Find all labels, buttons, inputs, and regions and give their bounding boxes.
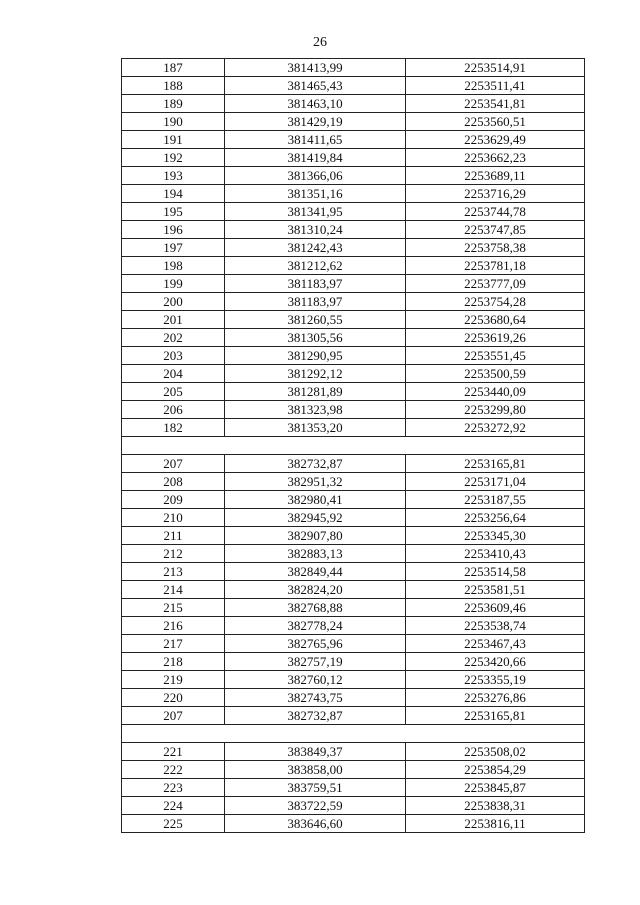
y-coordinate-cell: 2253744,78: [406, 203, 585, 221]
point-number-cell: 199: [122, 275, 225, 293]
x-coordinate-cell: 382757,19: [225, 653, 406, 671]
y-coordinate-cell: 2253777,09: [406, 275, 585, 293]
y-coordinate-cell: 2253581,51: [406, 581, 585, 599]
x-coordinate-cell: 381465,43: [225, 77, 406, 95]
point-number-cell: 198: [122, 257, 225, 275]
y-coordinate-cell: 2253299,80: [406, 401, 585, 419]
point-number-cell: 187: [122, 59, 225, 77]
table-row: [122, 221, 585, 239]
table-row: [122, 581, 585, 599]
point-number-cell: 204: [122, 365, 225, 383]
x-coordinate-cell: 382849,44: [225, 563, 406, 581]
x-coordinate-cell: 382760,12: [225, 671, 406, 689]
y-coordinate-cell: 2253276,86: [406, 689, 585, 707]
y-coordinate-cell: 2253747,85: [406, 221, 585, 239]
x-coordinate-cell: 381419,84: [225, 149, 406, 167]
point-number-cell: 206: [122, 401, 225, 419]
table-row: [122, 131, 585, 149]
point-number-cell: 192: [122, 149, 225, 167]
y-coordinate-cell: 2253187,55: [406, 491, 585, 509]
x-coordinate-cell: 382778,24: [225, 617, 406, 635]
table-row: [122, 185, 585, 203]
point-number-cell: 205: [122, 383, 225, 401]
table-row: [122, 743, 585, 761]
coordinates-table-body: [122, 59, 585, 833]
x-coordinate-cell: 382883,13: [225, 545, 406, 563]
gap-cell: [122, 725, 585, 743]
table-row: [122, 761, 585, 779]
table-row: [122, 491, 585, 509]
y-coordinate-cell: 2253508,02: [406, 743, 585, 761]
point-number-cell: 222: [122, 761, 225, 779]
y-coordinate-cell: 2253440,09: [406, 383, 585, 401]
x-coordinate-cell: 381341,95: [225, 203, 406, 221]
table-row: [122, 689, 585, 707]
point-number-cell: 195: [122, 203, 225, 221]
point-number-cell: 200: [122, 293, 225, 311]
point-number-cell: 221: [122, 743, 225, 761]
point-number-cell: 190: [122, 113, 225, 131]
point-number-cell: 223: [122, 779, 225, 797]
y-coordinate-cell: 2253680,64: [406, 311, 585, 329]
x-coordinate-cell: 381323,98: [225, 401, 406, 419]
table-row: [122, 617, 585, 635]
x-coordinate-cell: 381411,65: [225, 131, 406, 149]
table-row: [122, 257, 585, 275]
y-coordinate-cell: 2253514,58: [406, 563, 585, 581]
point-number-cell: 217: [122, 635, 225, 653]
x-coordinate-cell: 381463,10: [225, 95, 406, 113]
table-gap-row: [122, 725, 585, 743]
x-coordinate-cell: 381351,16: [225, 185, 406, 203]
table-row: [122, 203, 585, 221]
point-number-cell: 224: [122, 797, 225, 815]
point-number-cell: 203: [122, 347, 225, 365]
point-number-cell: 210: [122, 509, 225, 527]
point-number-cell: 218: [122, 653, 225, 671]
point-number-cell: 189: [122, 95, 225, 113]
y-coordinate-cell: 2253272,92: [406, 419, 585, 437]
y-coordinate-cell: 2253838,31: [406, 797, 585, 815]
table-row: [122, 77, 585, 95]
x-coordinate-cell: 382768,88: [225, 599, 406, 617]
y-coordinate-cell: 2253541,81: [406, 95, 585, 113]
x-coordinate-cell: 381353,20: [225, 419, 406, 437]
x-coordinate-cell: 381242,43: [225, 239, 406, 257]
table-row: [122, 167, 585, 185]
y-coordinate-cell: 2253854,29: [406, 761, 585, 779]
table-row: [122, 419, 585, 437]
x-coordinate-cell: 382732,87: [225, 707, 406, 725]
gap-cell: [122, 437, 585, 455]
x-coordinate-cell: 382945,92: [225, 509, 406, 527]
y-coordinate-cell: 2253171,04: [406, 473, 585, 491]
x-coordinate-cell: 383646,60: [225, 815, 406, 833]
table-row: [122, 653, 585, 671]
y-coordinate-cell: 2253410,43: [406, 545, 585, 563]
point-number-cell: 197: [122, 239, 225, 257]
point-number-cell: 202: [122, 329, 225, 347]
table-row: [122, 275, 585, 293]
x-coordinate-cell: 381290,95: [225, 347, 406, 365]
y-coordinate-cell: 2253514,91: [406, 59, 585, 77]
x-coordinate-cell: 382951,32: [225, 473, 406, 491]
point-number-cell: 209: [122, 491, 225, 509]
x-coordinate-cell: 381366,06: [225, 167, 406, 185]
point-number-cell: 215: [122, 599, 225, 617]
table-row: [122, 347, 585, 365]
table-row: [122, 365, 585, 383]
y-coordinate-cell: 2253716,29: [406, 185, 585, 203]
y-coordinate-cell: 2253551,45: [406, 347, 585, 365]
point-number-cell: 213: [122, 563, 225, 581]
table-row: [122, 707, 585, 725]
table-row: [122, 293, 585, 311]
y-coordinate-cell: 2253662,23: [406, 149, 585, 167]
point-number-cell: 201: [122, 311, 225, 329]
table-row: [122, 797, 585, 815]
point-number-cell: 193: [122, 167, 225, 185]
y-coordinate-cell: 2253689,11: [406, 167, 585, 185]
y-coordinate-cell: 2253165,81: [406, 455, 585, 473]
table-row: [122, 779, 585, 797]
point-number-cell: 191: [122, 131, 225, 149]
point-number-cell: 211: [122, 527, 225, 545]
coordinates-table: [121, 58, 585, 833]
x-coordinate-cell: 382732,87: [225, 455, 406, 473]
point-number-cell: 182: [122, 419, 225, 437]
table-row: [122, 95, 585, 113]
point-number-cell: 188: [122, 77, 225, 95]
x-coordinate-cell: 381310,24: [225, 221, 406, 239]
table-row: [122, 545, 585, 563]
table-row: [122, 59, 585, 77]
x-coordinate-cell: 381183,97: [225, 293, 406, 311]
table-row: [122, 509, 585, 527]
x-coordinate-cell: 381305,56: [225, 329, 406, 347]
point-number-cell: 196: [122, 221, 225, 239]
point-number-cell: 212: [122, 545, 225, 563]
table-row: [122, 329, 585, 347]
point-number-cell: 219: [122, 671, 225, 689]
x-coordinate-cell: 381292,12: [225, 365, 406, 383]
y-coordinate-cell: 2253355,19: [406, 671, 585, 689]
table-row: [122, 149, 585, 167]
y-coordinate-cell: 2253420,66: [406, 653, 585, 671]
x-coordinate-cell: 382907,80: [225, 527, 406, 545]
table-row: [122, 383, 585, 401]
point-number-cell: 194: [122, 185, 225, 203]
table-row: [122, 527, 585, 545]
y-coordinate-cell: 2253256,64: [406, 509, 585, 527]
x-coordinate-cell: 381281,89: [225, 383, 406, 401]
x-coordinate-cell: 382980,41: [225, 491, 406, 509]
table-gap-row: [122, 437, 585, 455]
table-row: [122, 113, 585, 131]
table-row: [122, 473, 585, 491]
x-coordinate-cell: 381260,55: [225, 311, 406, 329]
y-coordinate-cell: 2253609,46: [406, 599, 585, 617]
y-coordinate-cell: 2253781,18: [406, 257, 585, 275]
y-coordinate-cell: 2253500,59: [406, 365, 585, 383]
x-coordinate-cell: 382743,75: [225, 689, 406, 707]
table-row: [122, 599, 585, 617]
point-number-cell: 207: [122, 707, 225, 725]
table-row: [122, 671, 585, 689]
table-row: [122, 815, 585, 833]
point-number-cell: 208: [122, 473, 225, 491]
y-coordinate-cell: 2253845,87: [406, 779, 585, 797]
x-coordinate-cell: 381183,97: [225, 275, 406, 293]
point-number-cell: 225: [122, 815, 225, 833]
page-number: 26: [313, 35, 327, 50]
y-coordinate-cell: 2253560,51: [406, 113, 585, 131]
point-number-cell: 220: [122, 689, 225, 707]
y-coordinate-cell: 2253511,41: [406, 77, 585, 95]
y-coordinate-cell: 2253165,81: [406, 707, 585, 725]
y-coordinate-cell: 2253345,30: [406, 527, 585, 545]
x-coordinate-cell: 383759,51: [225, 779, 406, 797]
y-coordinate-cell: 2253538,74: [406, 617, 585, 635]
point-number-cell: 216: [122, 617, 225, 635]
x-coordinate-cell: 382765,96: [225, 635, 406, 653]
table-row: [122, 239, 585, 257]
y-coordinate-cell: 2253619,26: [406, 329, 585, 347]
x-coordinate-cell: 381429,19: [225, 113, 406, 131]
table-row: [122, 563, 585, 581]
x-coordinate-cell: 381413,99: [225, 59, 406, 77]
y-coordinate-cell: 2253758,38: [406, 239, 585, 257]
table-row: [122, 635, 585, 653]
point-number-cell: 214: [122, 581, 225, 599]
table-row: [122, 455, 585, 473]
x-coordinate-cell: 383722,59: [225, 797, 406, 815]
y-coordinate-cell: 2253816,11: [406, 815, 585, 833]
y-coordinate-cell: 2253629,49: [406, 131, 585, 149]
x-coordinate-cell: 382824,20: [225, 581, 406, 599]
point-number-cell: 207: [122, 455, 225, 473]
table-row: [122, 311, 585, 329]
x-coordinate-cell: 383858,00: [225, 761, 406, 779]
y-coordinate-cell: 2253754,28: [406, 293, 585, 311]
y-coordinate-cell: 2253467,43: [406, 635, 585, 653]
x-coordinate-cell: 381212,62: [225, 257, 406, 275]
x-coordinate-cell: 383849,37: [225, 743, 406, 761]
table-row: [122, 401, 585, 419]
